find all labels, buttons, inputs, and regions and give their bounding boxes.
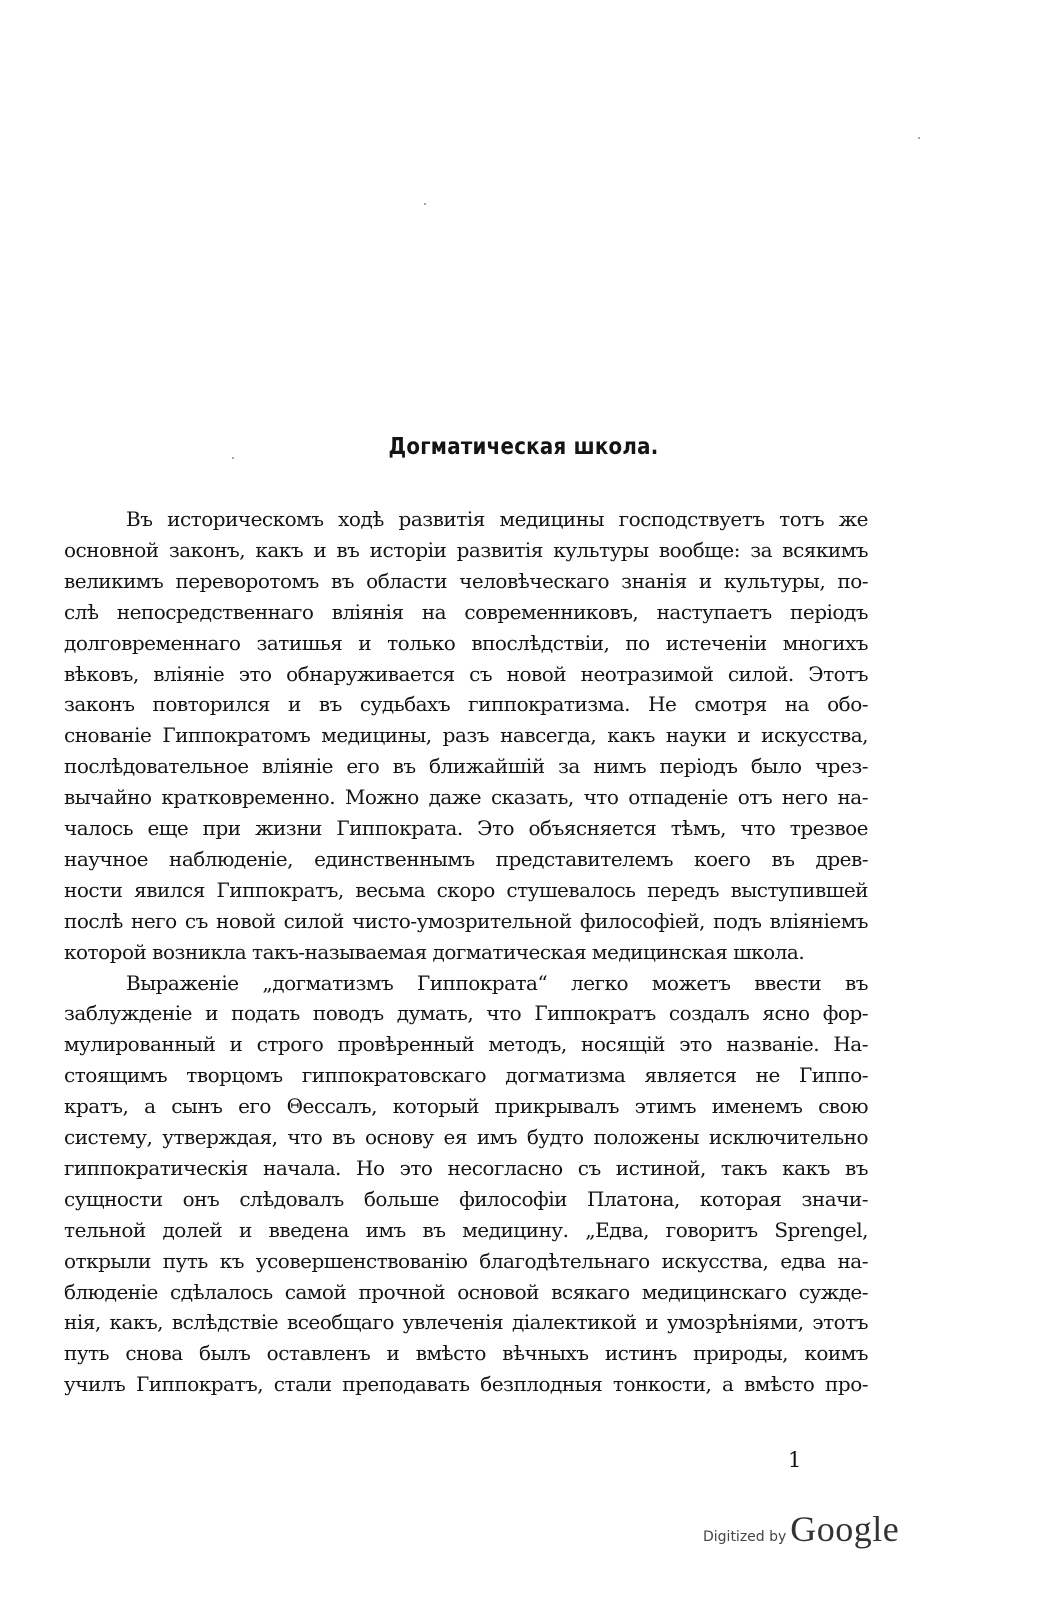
text-line: которой возникла такъ-называемая догматическая медицинская школа. [64, 939, 805, 964]
text-line: основной законъ, какъ и въ исторіи развитія культуры вообще: за всякимъ [64, 537, 868, 562]
google-logo: Google [790, 1509, 900, 1549]
text-line: вычайно кратковременно. Можно даже сказать, что отпаденіе отъ него на- [64, 785, 868, 810]
digitized-by-google-watermark [703, 1508, 899, 1550]
text-line: открыли путь къ усовершенствованію благодѣтельнаго искусства, едва на- [64, 1248, 868, 1273]
text-line: нія, какъ, вслѣдствіе всеобщаго увлеченія діалектикой и умозрѣніями, этотъ [64, 1310, 868, 1335]
text-line: послѣдовательное вліяніе его въ ближайшій за нимъ періодъ было чрез- [64, 754, 868, 779]
scan-speck [918, 137, 920, 139]
text-line: заблужденіе и подать поводъ думать, что Гиппократъ создалъ ясно фор- [64, 1001, 868, 1026]
text-line: законъ повторился и въ судьбахъ гиппократизма. Не смотря на обо- [64, 692, 868, 717]
text-line: снованіе Гиппократомъ медицины, разъ навсегда, какъ науки и искусства, [64, 723, 868, 748]
digitized-label: Digitized by [703, 1529, 787, 1545]
text-line: тельной долей и введена имъ въ медицину. „Едва, говоритъ Sprengel, [64, 1217, 868, 1242]
text-line: долговременнаго затишья и только впослѣдствіи, по истеченіи многихъ [64, 630, 868, 655]
text-line: гиппократическія начала. Но это несогласно съ истиной, такъ какъ въ [64, 1155, 868, 1180]
text-line: послѣ него съ новой силой чисто-умозрительной философіей, подъ вліяніемъ [64, 908, 868, 933]
text-line: кратъ, а сынъ его Θессалъ, который прикрывалъ этимъ именемъ свою [64, 1094, 868, 1119]
text-line: Выраженіе „догматизмъ Гиппократа“ легко можетъ ввести въ [126, 970, 868, 995]
text-line: училъ Гиппократъ, стали преподавать безплодныя тонкости, а вмѣсто про- [64, 1372, 868, 1397]
text-line: вѣковъ, вліяніе это обнаруживается съ новой неотразимой силой. Этотъ [64, 661, 868, 686]
text-line: сущности онъ слѣдовалъ больше философіи Платона, которая значи- [64, 1186, 868, 1211]
page-number: 1 [788, 1448, 802, 1472]
text-line: научное наблюденіе, единственнымъ представителемъ коего въ древ- [64, 846, 868, 871]
text-line: Въ историческомъ ходѣ развитія медицины господствуетъ тотъ же [126, 507, 868, 531]
text-line: мулированный и строго провѣренный методъ, носящій это названіе. На- [64, 1032, 868, 1057]
text-line: чалось еще при жизни Гиппократа. Это объясняется тѣмъ, что трезвое [64, 816, 868, 840]
text-line: стоящимъ творцомъ гиппократовскаго догматизма является не Гиппо- [64, 1063, 868, 1088]
text-line: систему, утверждая, что въ основу ея имъ будто положены исключительно [64, 1125, 868, 1149]
text-line: ности явился Гиппократъ, весьма скоро стушевалось передъ выступившей [64, 877, 868, 902]
text-line: блюденіе сдѣлалось самой прочной основой всякаго медицинскаго сужде- [64, 1279, 868, 1304]
chapter-heading: Догматическая школа. [388, 434, 659, 460]
text-line: великимъ переворотомъ въ области человѣческаго знанія и культуры, по- [64, 568, 868, 593]
scan-speck [424, 203, 426, 205]
text-line: слѣ непосредственнаго вліянія на современниковъ, наступаетъ періодъ [64, 599, 868, 624]
text-line: путь снова былъ оставленъ и вмѣсто вѣчныхъ истинъ природы, коимъ [64, 1341, 868, 1366]
